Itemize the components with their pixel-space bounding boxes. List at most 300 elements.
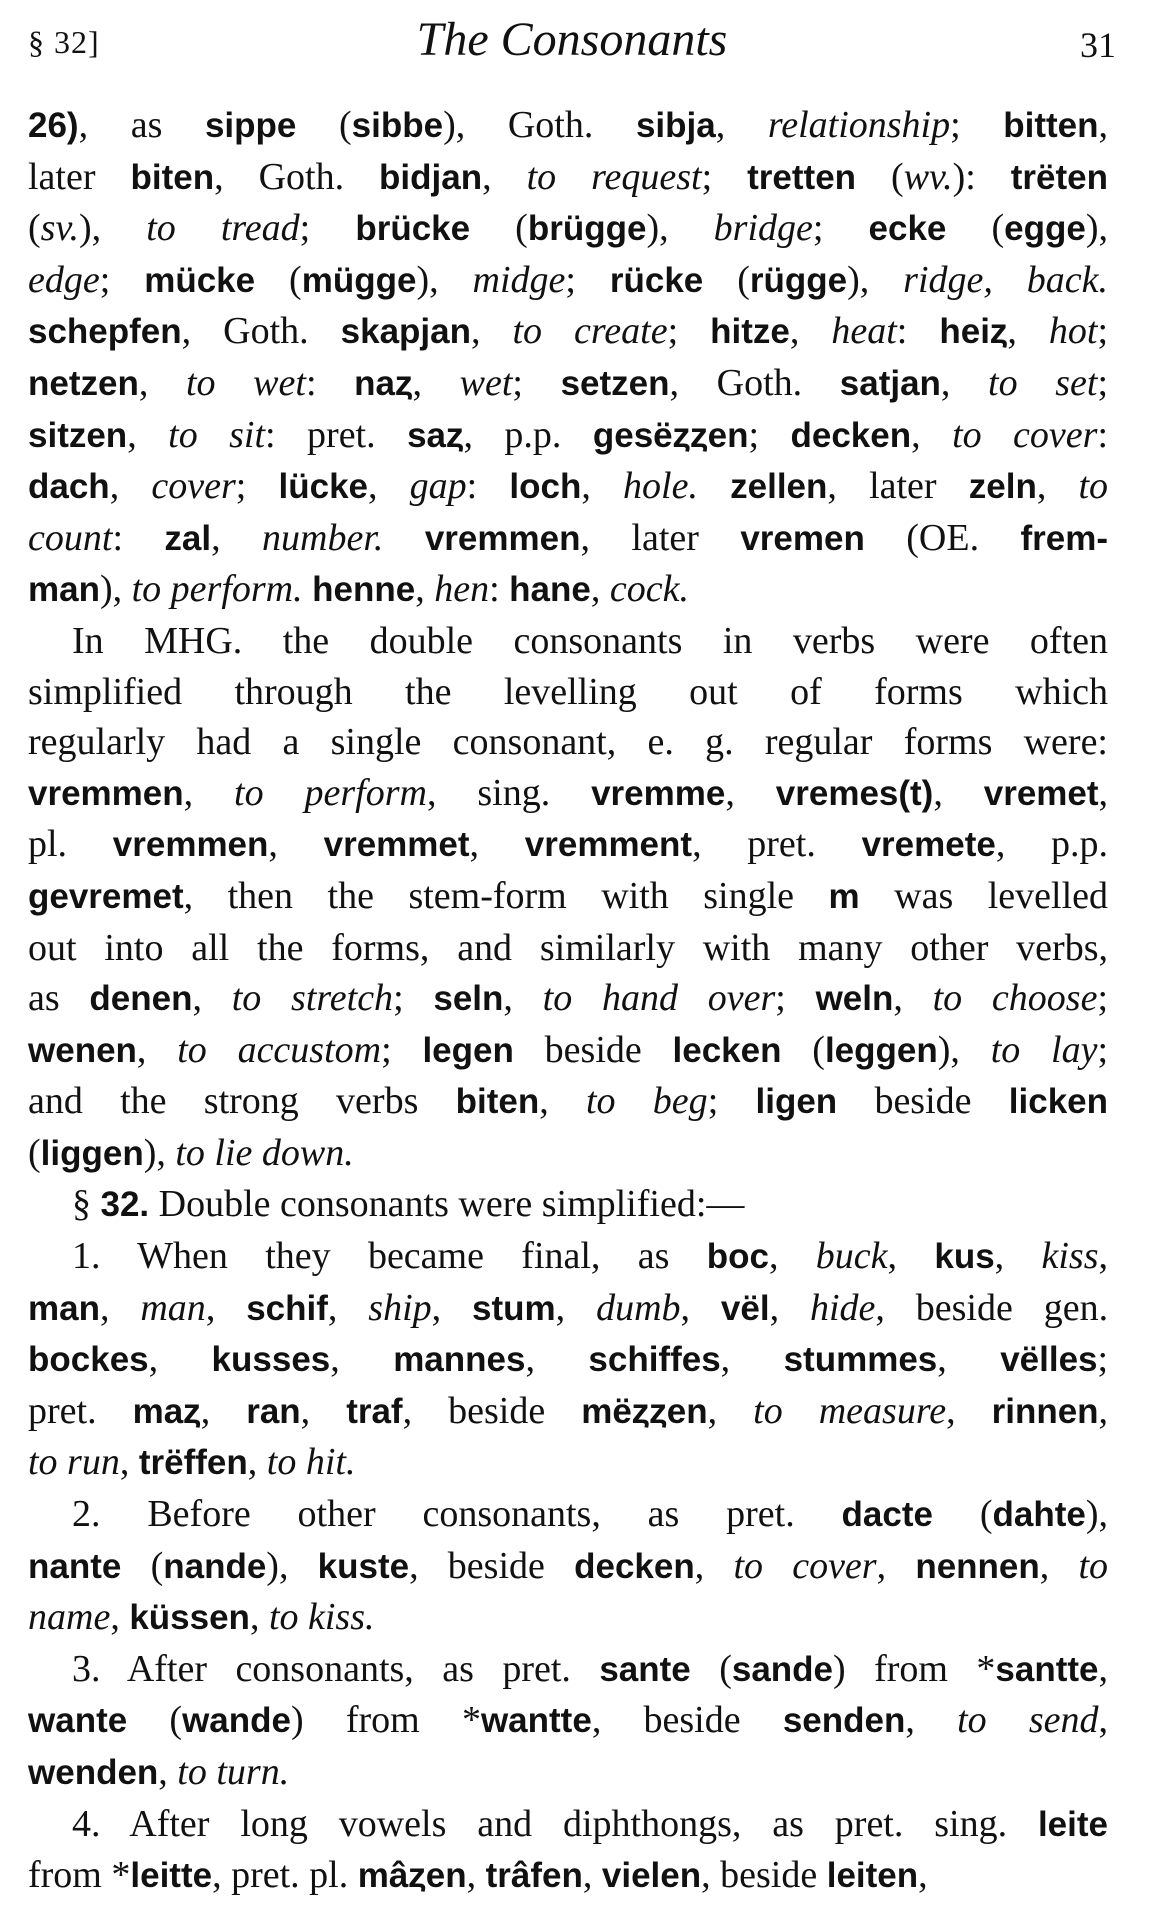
text-run: ; bbox=[99, 258, 145, 301]
text-run: ( bbox=[690, 1647, 732, 1690]
text-run: and the strong verbs bbox=[28, 1080, 456, 1123]
paragraph bbox=[28, 1231, 1108, 1489]
text-run: ), bbox=[847, 258, 904, 301]
text-run: , bbox=[1007, 310, 1049, 353]
text-line bbox=[28, 1076, 1108, 1128]
paragraph bbox=[28, 1489, 1108, 1644]
text-run: , bbox=[1098, 104, 1109, 146]
text-line bbox=[28, 100, 1108, 152]
bold-term: leggen bbox=[824, 1030, 938, 1070]
text-run: , bbox=[431, 1286, 473, 1329]
bold-term: vremet bbox=[983, 773, 1099, 813]
text-run: , bbox=[707, 1389, 754, 1432]
italic-gloss: to stretch bbox=[231, 977, 394, 1020]
text-run: , bbox=[937, 1338, 1001, 1381]
text-run: (OE. bbox=[864, 516, 1021, 559]
text-run: , bbox=[1098, 1389, 1109, 1432]
italic-gloss: to set bbox=[988, 361, 1098, 404]
text-line bbox=[28, 616, 1108, 667]
text-run: simplified through the levelling out of forms which bbox=[28, 670, 1108, 713]
bold-term: zal bbox=[164, 518, 212, 558]
text-run: ; bbox=[565, 258, 610, 301]
text-run: regularly had a single consonant, e. g. regular forms were: bbox=[28, 721, 1108, 764]
text-run: , p.p. bbox=[995, 823, 1109, 866]
text-run: , bbox=[1098, 1699, 1109, 1742]
text-run: ; bbox=[748, 413, 791, 456]
text-run: , bbox=[368, 465, 410, 508]
text-run: , p.p. bbox=[463, 413, 593, 456]
bold-term: wantte bbox=[480, 1701, 592, 1741]
header-title: The Consonants bbox=[416, 13, 728, 66]
bold-term: rücke bbox=[609, 260, 704, 300]
bold-term: vremes(t) bbox=[775, 773, 934, 813]
text-line bbox=[28, 1644, 1108, 1696]
text-run: ; bbox=[1097, 310, 1109, 353]
text-run: , bbox=[119, 1441, 139, 1484]
bold-term: egge bbox=[1004, 209, 1086, 249]
bold-term: naȥ bbox=[354, 363, 413, 403]
text-run: ( bbox=[856, 155, 904, 198]
text-run: , bbox=[192, 977, 232, 1020]
text-line bbox=[28, 461, 1108, 513]
bold-term: heiȥ bbox=[939, 312, 1008, 352]
text-run: ) from * bbox=[833, 1647, 996, 1690]
italic-gloss: heat bbox=[831, 310, 897, 353]
text-run: : bbox=[466, 465, 510, 508]
bold-term: skapjan bbox=[340, 312, 471, 352]
bold-term: frem- bbox=[1020, 518, 1109, 558]
italic-gloss: to create bbox=[512, 310, 668, 353]
bold-term: schif bbox=[246, 1288, 328, 1328]
text-run: , bbox=[247, 1441, 267, 1484]
bold-term: boc bbox=[706, 1237, 769, 1277]
text-run: 4. After long vowels and diphthongs, as pret. sing. bbox=[72, 1802, 1038, 1845]
italic-gloss: to hit. bbox=[266, 1441, 356, 1484]
text-run: ), bbox=[266, 1544, 318, 1587]
bold-term: hane bbox=[509, 570, 591, 610]
italic-gloss: to wet bbox=[185, 361, 306, 404]
italic-gloss: to send bbox=[957, 1699, 1099, 1742]
text-run: , bbox=[911, 413, 953, 456]
italic-gloss: to turn. bbox=[177, 1751, 290, 1793]
text-run: , bbox=[249, 1596, 269, 1639]
bold-term: gevremet bbox=[28, 876, 184, 916]
text-run: ; bbox=[667, 310, 711, 353]
text-run: ), bbox=[416, 258, 473, 301]
bold-term: santte bbox=[995, 1649, 1099, 1689]
text-run: , bbox=[183, 771, 235, 814]
bold-term: m bbox=[828, 876, 860, 916]
text-run: , beside bbox=[409, 1544, 575, 1587]
text-run: , bbox=[471, 310, 513, 353]
text-line bbox=[28, 1489, 1108, 1541]
text-run: , bbox=[1036, 465, 1079, 508]
italic-gloss: midge bbox=[472, 258, 566, 301]
italic-gloss: cock. bbox=[609, 568, 689, 611]
text-line bbox=[28, 768, 1108, 820]
text-run: 3. After consonants, as pret. bbox=[72, 1647, 600, 1690]
bold-term: setzen bbox=[560, 363, 670, 403]
bold-term: zellen bbox=[730, 467, 828, 507]
text-run: , bbox=[327, 1286, 369, 1329]
bold-term: vël bbox=[720, 1288, 770, 1328]
bold-term: dach bbox=[28, 467, 110, 507]
italic-gloss: wet bbox=[459, 361, 513, 404]
bold-term: vremmen bbox=[424, 518, 581, 558]
italic-gloss: to accustom bbox=[177, 1028, 382, 1071]
bold-term: ligen bbox=[755, 1082, 838, 1122]
italic-gloss: count bbox=[28, 516, 113, 559]
text-run: , beside bbox=[591, 1699, 783, 1742]
bold-term: traf bbox=[346, 1391, 403, 1431]
bold-term: licken bbox=[1008, 1082, 1109, 1122]
bold-term: rügge bbox=[749, 260, 848, 300]
text-line bbox=[28, 306, 1108, 358]
text-run: , as bbox=[78, 104, 205, 146]
text-line bbox=[28, 1541, 1108, 1593]
paragraph bbox=[28, 1179, 1108, 1231]
text-run: , bbox=[415, 568, 435, 611]
italic-gloss: to choose bbox=[932, 977, 1098, 1020]
bold-term: sippe bbox=[204, 106, 297, 145]
text-line bbox=[28, 255, 1108, 307]
paragraph bbox=[28, 1644, 1108, 1799]
text-run: , pret. bbox=[692, 823, 862, 866]
text-line bbox=[28, 1025, 1108, 1077]
italic-gloss: bridge bbox=[713, 207, 813, 250]
text-run: ), bbox=[1085, 1493, 1108, 1536]
bold-term: tretten bbox=[747, 157, 857, 197]
bold-term: wenen bbox=[28, 1030, 137, 1070]
bold-term: vremme bbox=[591, 773, 726, 813]
bold-term: biten bbox=[130, 157, 215, 197]
italic-gloss: dumb bbox=[596, 1286, 681, 1329]
bold-term: dahte bbox=[992, 1495, 1086, 1535]
italic-gloss: sv. bbox=[40, 207, 79, 250]
text-run: ), bbox=[937, 1028, 991, 1071]
text-run: , bbox=[127, 413, 169, 456]
bold-term: zeln bbox=[968, 467, 1037, 507]
bold-term: mannes bbox=[393, 1340, 526, 1380]
bold-term: brügge bbox=[527, 209, 647, 249]
text-run: , Goth. bbox=[181, 310, 341, 353]
text-run: ( bbox=[127, 1699, 183, 1742]
bold-term: stummes bbox=[783, 1340, 938, 1380]
bold-term: leite bbox=[1037, 1804, 1108, 1844]
italic-gloss: kiss bbox=[1041, 1235, 1099, 1278]
bold-term: man bbox=[28, 570, 100, 610]
text-run: ( bbox=[781, 1028, 825, 1071]
text-line bbox=[28, 1437, 1108, 1489]
text-line bbox=[28, 1850, 1108, 1902]
text-run: , bbox=[933, 771, 984, 814]
text-run: ( bbox=[946, 207, 1005, 250]
italic-gloss: to run bbox=[28, 1441, 120, 1484]
bold-term: küssen bbox=[129, 1598, 250, 1638]
text-run: 2. Before other consonants, as pret. bbox=[72, 1493, 842, 1536]
paragraph bbox=[28, 100, 1108, 616]
text-run: from * bbox=[28, 1854, 131, 1897]
text-line bbox=[28, 1592, 1108, 1644]
italic-gloss: to bbox=[1078, 1544, 1109, 1587]
text-run: , beside bbox=[402, 1389, 582, 1432]
text-line bbox=[28, 923, 1108, 974]
bold-term: dacte bbox=[841, 1495, 933, 1535]
italic-gloss: number. bbox=[262, 516, 384, 559]
text-run: ): bbox=[952, 155, 1011, 198]
bold-term: legen bbox=[422, 1030, 514, 1070]
bold-term: decken bbox=[790, 415, 912, 455]
bold-term: leitte bbox=[130, 1856, 213, 1896]
italic-gloss: relationship bbox=[767, 104, 951, 146]
italic-gloss: hole. bbox=[623, 465, 698, 508]
text-run: , beside gen. bbox=[875, 1286, 1109, 1329]
text-run: , bbox=[469, 823, 525, 866]
bold-term: maȥ bbox=[132, 1391, 201, 1431]
text-run: ; bbox=[381, 1028, 423, 1071]
bold-term: wante bbox=[28, 1701, 128, 1741]
bold-term: lücke bbox=[278, 467, 368, 507]
text-run: : bbox=[305, 361, 355, 404]
text-run: ; bbox=[512, 361, 561, 404]
text-line bbox=[28, 871, 1108, 923]
bold-term: henne bbox=[312, 570, 416, 610]
text-line bbox=[28, 152, 1108, 204]
italic-gloss: to bbox=[1078, 465, 1109, 508]
bold-term: vremmen bbox=[28, 773, 184, 813]
bold-term: leiten bbox=[826, 1856, 919, 1896]
bold-term: ran bbox=[246, 1391, 301, 1431]
italic-gloss: to hand over bbox=[542, 977, 776, 1020]
bold-term: vielen bbox=[601, 1856, 702, 1896]
italic-gloss: wv. bbox=[903, 155, 953, 198]
text-run: ; bbox=[701, 155, 748, 198]
italic-gloss: name bbox=[28, 1596, 111, 1639]
bold-term: kuste bbox=[317, 1546, 410, 1586]
text-run: , bbox=[1098, 771, 1109, 814]
italic-gloss: gap bbox=[409, 465, 467, 508]
text-run: ; bbox=[235, 465, 279, 508]
text-run: , bbox=[482, 155, 527, 198]
text-run: : bbox=[896, 310, 940, 353]
italic-gloss: to kiss. bbox=[268, 1596, 375, 1639]
bold-term: vremment bbox=[524, 825, 693, 865]
text-line bbox=[28, 717, 1108, 768]
text-run: ( bbox=[121, 1544, 164, 1587]
text-run: was levelled bbox=[859, 874, 1108, 917]
bold-term: ecke bbox=[868, 209, 947, 249]
text-run: ; bbox=[1097, 977, 1108, 1020]
text-run: , bbox=[200, 1389, 247, 1432]
text-run: , bbox=[412, 361, 460, 404]
bold-term: saȥ bbox=[407, 415, 464, 455]
text-run: , bbox=[211, 516, 263, 559]
bold-term: nante bbox=[28, 1546, 122, 1586]
text-run: ; bbox=[707, 1080, 756, 1123]
italic-gloss: ship bbox=[368, 1286, 432, 1329]
text-run: : bbox=[489, 568, 510, 611]
text-run: , bbox=[887, 1235, 935, 1278]
text-run: : bbox=[1097, 413, 1109, 456]
bold-term: man bbox=[28, 1288, 100, 1328]
text-run: , bbox=[300, 1389, 347, 1432]
text-run: out into all the forms, and similarly with many other verbs, bbox=[28, 926, 1108, 969]
italic-gloss: hide bbox=[809, 1286, 876, 1329]
text-run: , pret. pl. bbox=[212, 1854, 358, 1897]
text-run: , beside bbox=[701, 1854, 827, 1897]
text-run: , bbox=[268, 823, 324, 866]
text-run: , bbox=[789, 310, 832, 353]
header-section-ref: § 32] bbox=[28, 24, 100, 60]
text-run: ), bbox=[143, 1131, 176, 1174]
text-line bbox=[28, 203, 1108, 255]
text-line bbox=[28, 1128, 1108, 1180]
italic-gloss: cover bbox=[151, 465, 236, 508]
italic-gloss: edge bbox=[28, 258, 100, 301]
bold-term: wande bbox=[182, 1701, 291, 1741]
bold-term: vëlles bbox=[1000, 1340, 1098, 1380]
bold-term: weln bbox=[815, 979, 894, 1019]
text-line bbox=[28, 1283, 1108, 1335]
bold-term: vremmet bbox=[323, 825, 470, 865]
text-run: ; bbox=[812, 207, 869, 250]
text-line bbox=[28, 1695, 1108, 1747]
text-run: , bbox=[994, 1235, 1042, 1278]
italic-gloss: to lie down. bbox=[175, 1131, 354, 1174]
italic-gloss: to measure bbox=[753, 1389, 947, 1432]
text-run: , bbox=[769, 1286, 810, 1329]
text-run: ( bbox=[28, 207, 41, 250]
bold-term: kusses bbox=[211, 1340, 331, 1380]
bold-term: bidjan bbox=[379, 157, 483, 197]
bold-term: vremen bbox=[740, 518, 865, 558]
bold-term: rinnen bbox=[991, 1391, 1099, 1431]
text-run: , bbox=[582, 1854, 602, 1897]
text-run: , bbox=[330, 1338, 394, 1381]
text-line bbox=[28, 410, 1108, 462]
text-run: ( bbox=[703, 258, 750, 301]
bold-term: trëten bbox=[1010, 157, 1109, 197]
text-run: ( bbox=[932, 1493, 993, 1536]
bold-term: vremmen bbox=[112, 825, 269, 865]
text-run: , then the stem-form with single bbox=[183, 874, 829, 917]
italic-gloss: to beg bbox=[586, 1080, 708, 1123]
italic-gloss: to sit bbox=[168, 413, 266, 456]
text-run: , bbox=[158, 1751, 178, 1793]
text-run: Double consonants were simplified:— bbox=[149, 1183, 745, 1226]
text-run: , bbox=[876, 1544, 916, 1587]
italic-gloss: to tread bbox=[146, 207, 300, 250]
text-run: In MHG. the double consonants in verbs were often bbox=[72, 619, 1108, 662]
bold-term: mücke bbox=[144, 260, 256, 300]
paragraph bbox=[28, 616, 1108, 1180]
text-run bbox=[383, 517, 424, 559]
bold-term: senden bbox=[782, 1701, 906, 1741]
text-run: ( bbox=[255, 258, 302, 301]
page-body bbox=[28, 100, 1108, 1902]
bold-term: sibbe bbox=[351, 106, 444, 145]
text-run: ), Goth. bbox=[443, 104, 636, 146]
bold-term: sante bbox=[599, 1649, 691, 1689]
text-run: , later bbox=[580, 516, 741, 559]
bold-term: trâfen bbox=[485, 1856, 583, 1896]
italic-gloss: buck bbox=[815, 1235, 888, 1278]
bold-term: denen bbox=[89, 979, 193, 1019]
text-run: ), bbox=[646, 207, 714, 250]
bold-term: loch bbox=[509, 467, 582, 507]
bold-term: 26) bbox=[28, 106, 79, 145]
text-line bbox=[28, 1334, 1108, 1386]
text-run: ; bbox=[1097, 1338, 1109, 1381]
bold-term: lecken bbox=[672, 1030, 782, 1070]
text-run: , bbox=[110, 1596, 130, 1639]
text-run: , bbox=[946, 1389, 992, 1432]
text-run: ; bbox=[1097, 1028, 1109, 1071]
text-run: , bbox=[893, 977, 933, 1020]
text-run: , bbox=[715, 104, 768, 146]
text-run: , bbox=[138, 361, 186, 404]
text-run: ( bbox=[470, 207, 528, 250]
text-line bbox=[28, 1231, 1108, 1283]
paragraph bbox=[28, 1799, 1108, 1902]
bold-term: stum bbox=[472, 1288, 556, 1328]
bold-term: bockes bbox=[28, 1340, 149, 1380]
italic-gloss: to perform bbox=[234, 771, 427, 814]
text-run: , bbox=[109, 465, 152, 508]
bold-term: seln bbox=[433, 979, 504, 1019]
text-run: , later bbox=[827, 465, 969, 508]
text-run: § bbox=[72, 1183, 101, 1226]
text-line bbox=[28, 667, 1108, 718]
bold-term: brücke bbox=[355, 209, 471, 249]
italic-gloss: ridge, back. bbox=[903, 258, 1109, 301]
text-run: , Goth. bbox=[669, 361, 840, 404]
text-run: , bbox=[680, 1286, 721, 1329]
text-line bbox=[28, 1386, 1108, 1438]
bold-term: sande bbox=[731, 1649, 834, 1689]
text-run: , bbox=[503, 977, 543, 1020]
running-header bbox=[28, 10, 1116, 70]
italic-gloss: to request bbox=[526, 155, 702, 198]
italic-gloss: hot bbox=[1048, 310, 1098, 353]
text-run: , bbox=[768, 1235, 816, 1278]
bold-term: trëffen bbox=[138, 1443, 248, 1483]
text-run: ), bbox=[99, 568, 132, 611]
text-line bbox=[28, 1179, 1108, 1231]
text-run: : pret. bbox=[265, 413, 408, 456]
bold-term: bitten bbox=[1003, 106, 1099, 145]
text-run: , bbox=[940, 361, 989, 404]
bold-term: wenden bbox=[28, 1753, 159, 1792]
bold-term: sibja bbox=[635, 106, 716, 145]
text-run: ; bbox=[950, 104, 1004, 146]
italic-gloss: man bbox=[140, 1286, 206, 1329]
text-run: , bbox=[539, 1080, 586, 1123]
text-run: as bbox=[28, 977, 90, 1020]
text-run: , bbox=[590, 568, 610, 611]
text-run: , bbox=[905, 1699, 958, 1742]
text-line bbox=[28, 513, 1108, 565]
text-run: , bbox=[555, 1286, 597, 1329]
bold-term: nande bbox=[163, 1546, 267, 1586]
text-run: ( bbox=[296, 104, 352, 146]
text-run: beside bbox=[513, 1028, 673, 1071]
bold-term: decken bbox=[574, 1546, 695, 1586]
italic-gloss: to perform. bbox=[131, 568, 303, 611]
bold-term: sitzen bbox=[28, 415, 128, 455]
text-run: ), bbox=[79, 207, 147, 250]
text-run: , bbox=[1039, 1544, 1079, 1587]
